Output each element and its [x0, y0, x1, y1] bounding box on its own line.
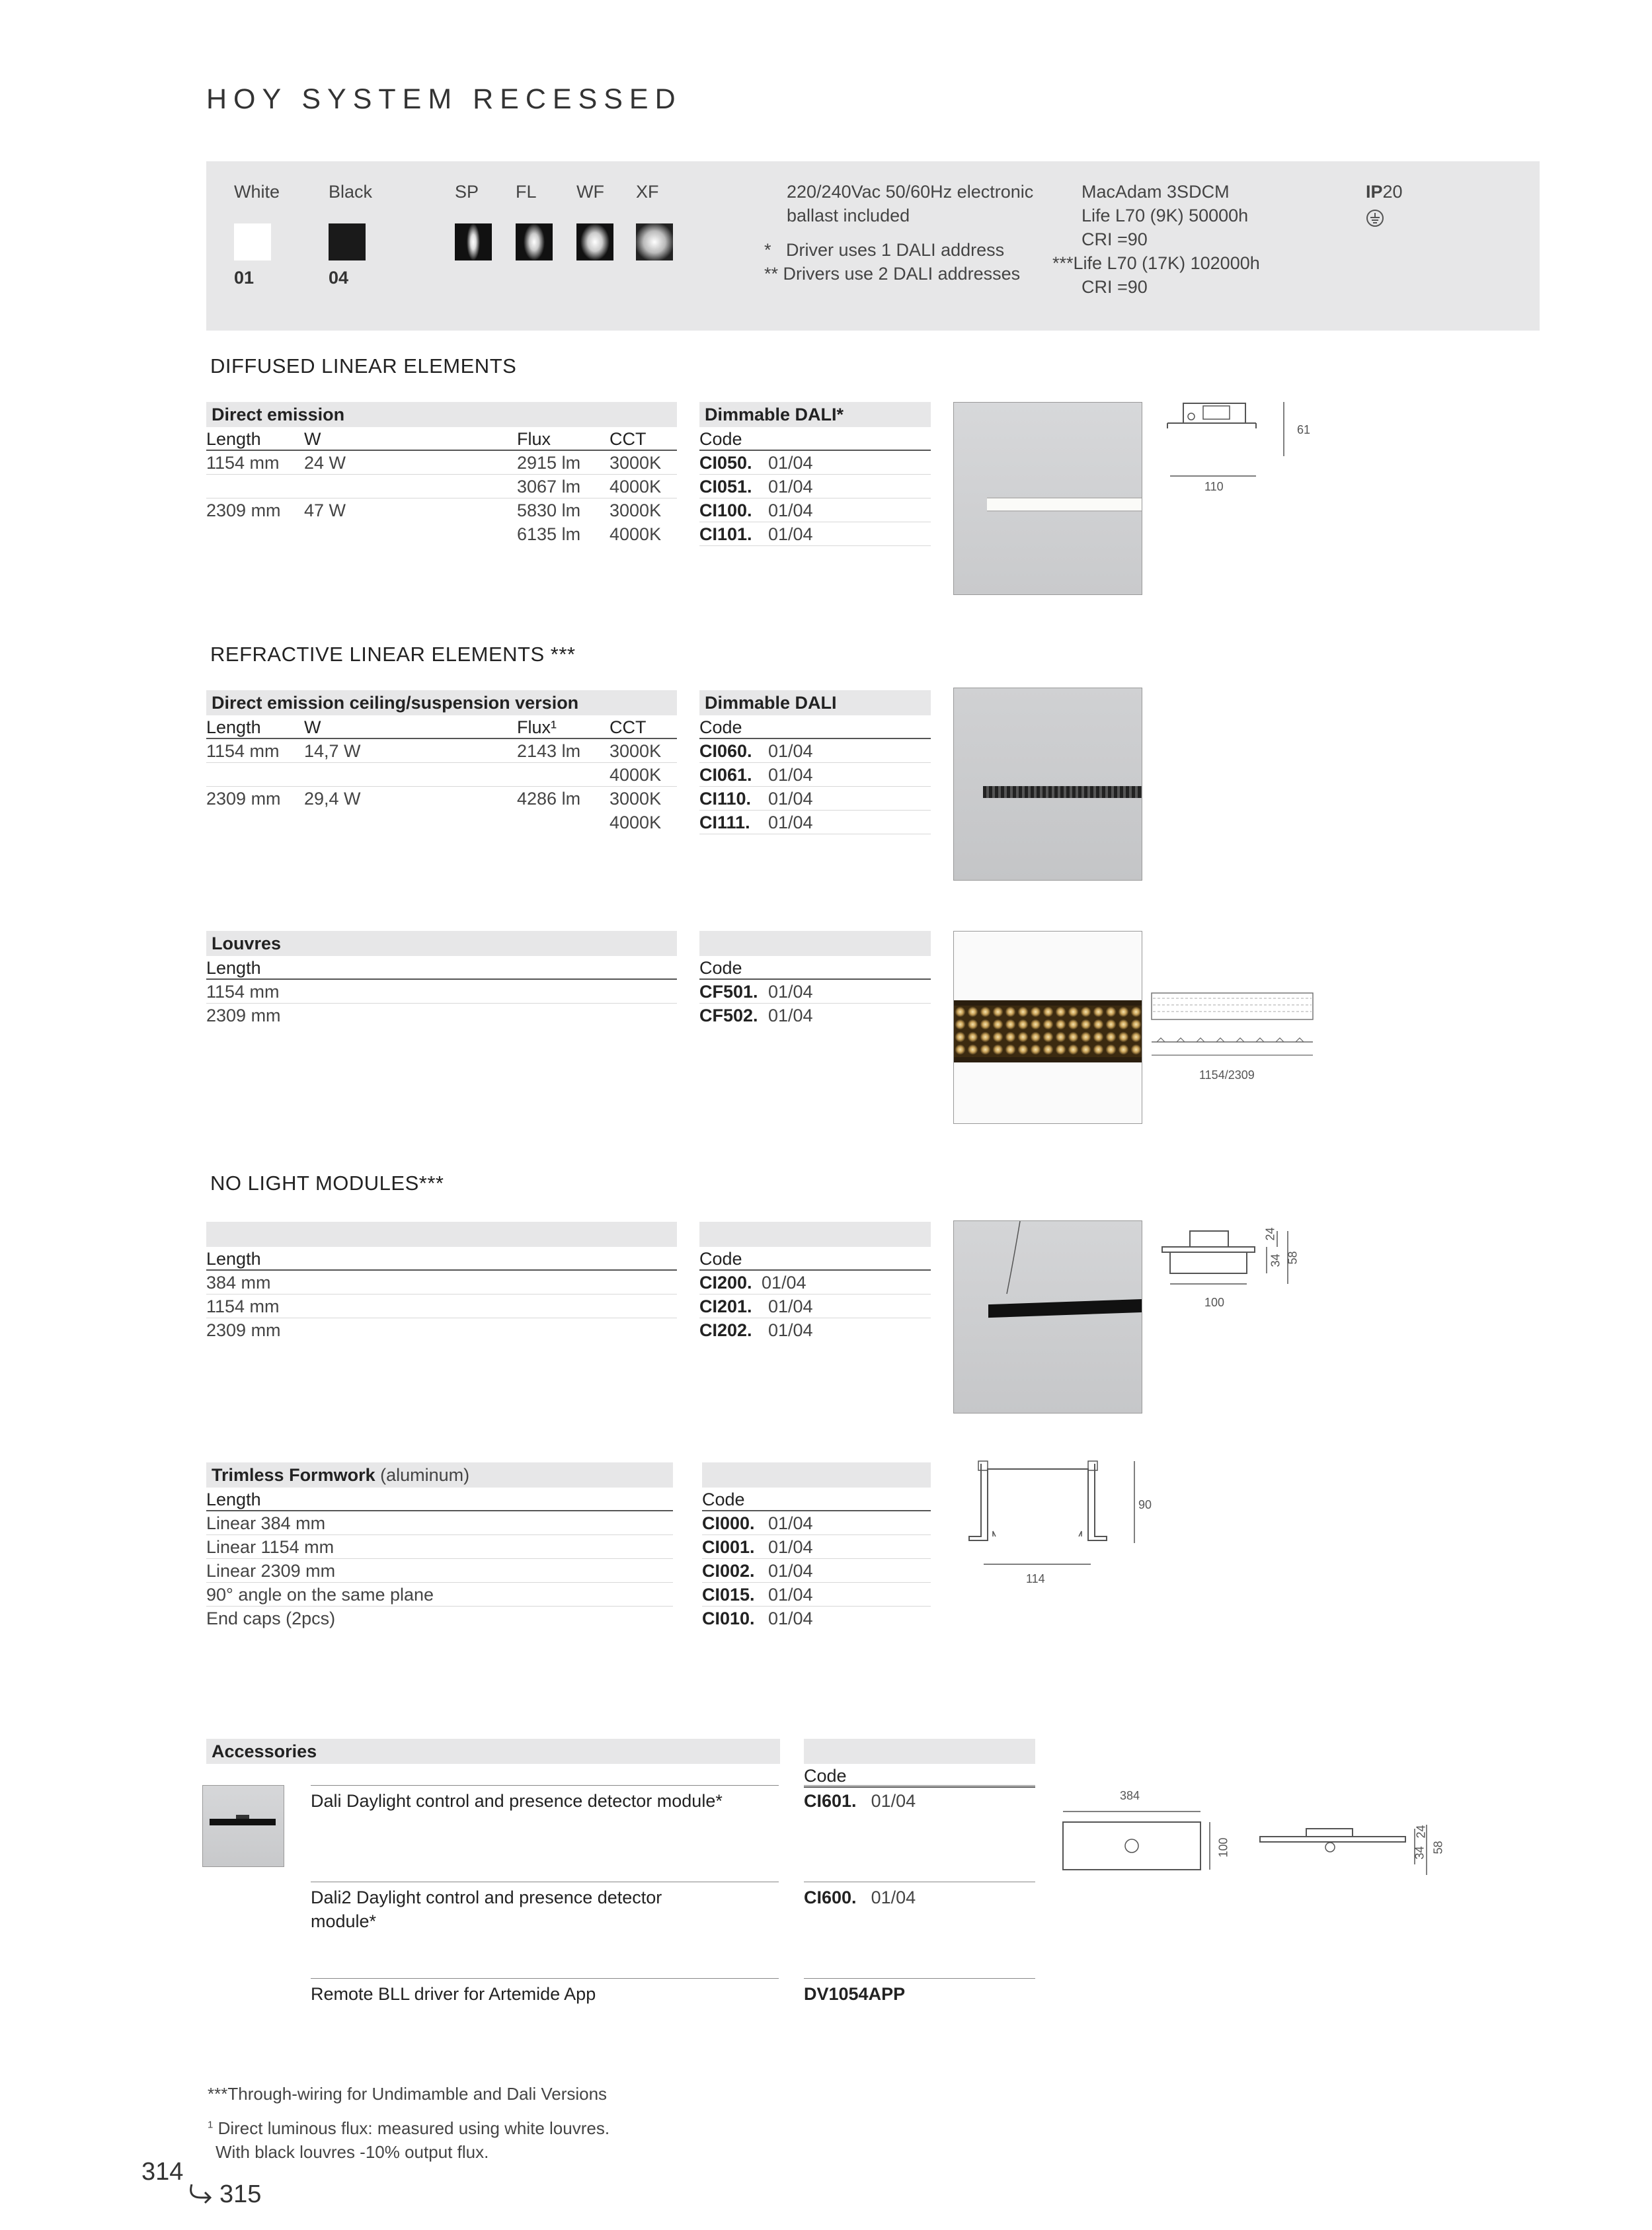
code-row: [699, 475, 931, 498]
product-code: CI601.: [804, 1791, 857, 1811]
table-row: [206, 763, 677, 787]
diffused-title: DIFFUSED LINEAR ELEMENTS: [210, 354, 517, 378]
code-row: [702, 1583, 931, 1607]
nolight-code-header: [699, 1247, 931, 1271]
code-row: [702, 1559, 931, 1583]
cell-flux: 2143 lm: [517, 741, 581, 761]
accessory-divider: [311, 1785, 779, 1786]
formwork-col-header: [206, 1488, 673, 1511]
finish-code: 01/04: [768, 1609, 813, 1628]
accessory-drawings: [1058, 1812, 1454, 1884]
table-row: [206, 1294, 677, 1318]
accessory-dim-length: 384: [1120, 1789, 1140, 1802]
finish-code: 01/04: [871, 1791, 916, 1811]
finish-code: 01/04: [768, 1585, 813, 1605]
suspension-wire: [954, 1221, 1142, 1414]
product-code: CI201.: [699, 1296, 752, 1316]
code-row: [699, 522, 931, 546]
table-row: [206, 522, 677, 546]
accessory-dim-c: 58: [1431, 1841, 1445, 1854]
refractive-right-header: Dimmable DALI: [699, 690, 931, 715]
cell-length: 2309 mm: [206, 1006, 281, 1025]
ip-rating: [1366, 180, 1403, 204]
code-row: [699, 787, 931, 811]
page-number: 314: [141, 2158, 184, 2186]
cell-length: 2309 mm: [206, 789, 281, 809]
col-length: Length: [206, 1249, 261, 1269]
electrical-line1: 220/240Vac 50/60Hz electronic: [787, 182, 1034, 202]
code-row: [699, 1004, 931, 1027]
table-row: [206, 811, 677, 834]
diffused-dim-height: 61: [1297, 423, 1311, 436]
code-row: [699, 1294, 931, 1318]
lifetime-line1: MacAdam 3SDCM: [1082, 182, 1230, 202]
footnote-black-louvres: With black louvres -10% output flux.: [216, 2142, 489, 2162]
cell-length: 1154 mm: [206, 453, 280, 473]
refractive-product-photo: [953, 688, 1142, 881]
col-code: Code: [699, 1249, 742, 1269]
formwork-dim-height: 90: [1138, 1498, 1152, 1511]
product-code: CI202.: [699, 1320, 752, 1340]
table-row: [206, 1559, 673, 1583]
table-row: [206, 1318, 677, 1342]
col-cct: CCT: [610, 717, 647, 737]
cell-length: Linear 2309 mm: [206, 1561, 336, 1581]
cell-length: 90° angle on the same plane: [206, 1585, 434, 1605]
diffused-dim-width: 110: [1204, 480, 1224, 493]
finish-code: 01/04: [762, 1273, 806, 1293]
col-length: Length: [206, 958, 261, 978]
product-code: CI100.: [699, 500, 752, 520]
table-row: [206, 1535, 673, 1559]
product-code: CI110.: [699, 789, 752, 809]
table-row: [206, 1004, 677, 1027]
louvres-dim-length: 1154/2309: [1199, 1068, 1255, 1082]
electrical-line2: ballast included: [787, 206, 910, 225]
code-row: [699, 1271, 931, 1294]
cell-length: Linear 1154 mm: [206, 1537, 334, 1557]
footnote-flux-text: Direct luminous flux: measured using white louvres.: [217, 2118, 610, 2138]
accessory-body: [210, 1819, 276, 1825]
cell-cct: 4000K: [610, 813, 662, 832]
product-code: CI111.: [699, 813, 750, 832]
louvres-col-header: [206, 956, 677, 980]
lifetime-line2: Life L70 (9K) 50000h: [1082, 206, 1249, 225]
ip-value: 20: [1382, 182, 1403, 202]
cell-flux: 4286 lm: [517, 789, 581, 809]
table-row: [206, 1583, 673, 1607]
nolight-product-photo: [953, 1220, 1142, 1414]
nolight-dim-b: 34: [1269, 1254, 1282, 1267]
lifetime-line5: CRI =90: [1082, 277, 1148, 297]
cell-w: 29,4 W: [304, 789, 361, 809]
nolight-dim-a: 24: [1263, 1227, 1277, 1241]
col-w: W: [304, 717, 321, 737]
col-cct: CCT: [610, 429, 647, 449]
col-length: Length: [206, 1490, 261, 1509]
formwork-dim-width: 114: [1026, 1572, 1045, 1585]
finish-code: 01/04: [768, 477, 813, 497]
accessory-1-name: Dali Daylight control and presence detector module*: [311, 1791, 723, 1811]
optic-xf-icon: [636, 223, 673, 260]
col-flux: Flux¹: [517, 717, 557, 737]
finish-code: 01/04: [768, 741, 813, 761]
accessories-right-header: [804, 1739, 1035, 1764]
optic-wf-label: WF: [576, 182, 604, 202]
cell-flux: 2915 lm: [517, 453, 581, 473]
product-code: CI051.: [699, 477, 752, 497]
louvre-cells: [954, 1006, 1142, 1057]
refractive-light-strip: [983, 786, 1142, 798]
code-row: [702, 1607, 931, 1630]
nolight-dim-width: 100: [1204, 1296, 1225, 1309]
accessory-dim-b: 34: [1413, 1846, 1427, 1860]
accessory-3-code: DV1054APP: [804, 1984, 906, 2004]
nolight-col-header: [206, 1247, 677, 1271]
diffused-product-photo: [953, 402, 1142, 595]
footnote-through-wiring: ***Through-wiring for Undimamble and Dali Versions: [208, 2084, 608, 2104]
cell-w: 14,7 W: [304, 741, 361, 761]
louvres-right-header: [699, 931, 931, 956]
table-row: [206, 1271, 677, 1294]
accessory-dim-a: 24: [1414, 1825, 1428, 1839]
finish-code: 01/04: [768, 765, 813, 785]
finish-code: 01/04: [768, 789, 813, 809]
product-code: CI000.: [702, 1513, 755, 1533]
lifetime-line3: CRI =90: [1082, 229, 1148, 249]
accessory-dim-width: 100: [1216, 1837, 1230, 1858]
diffused-profile-drawing: [1163, 397, 1309, 496]
cell-length: 384 mm: [206, 1273, 271, 1293]
table-row: [206, 739, 677, 763]
table-row: [206, 498, 677, 522]
accessory-3-name: Remote BLL driver for Artemide App: [311, 1984, 596, 2004]
refractive-code-header: [699, 715, 931, 739]
ground-icon: [1366, 209, 1384, 227]
page-title: HOY SYSTEM RECESSED: [206, 83, 682, 115]
finish-code: 01/04: [768, 1006, 813, 1025]
footnote-flux: [208, 2118, 610, 2139]
product-code: CI050.: [699, 453, 752, 473]
next-page-link[interactable]: 315: [219, 2180, 262, 2208]
cell-length: End caps (2pcs): [206, 1609, 336, 1628]
table-row: [206, 475, 677, 498]
footnote-flux-sup: 1: [208, 2119, 214, 2131]
nolight-right-header: [699, 1222, 931, 1247]
code-row: [699, 980, 931, 1004]
accessory-2-code-cell: [804, 1886, 916, 1909]
refractive-title: REFRACTIVE LINEAR ELEMENTS ***: [210, 643, 576, 666]
finish-code: 01/04: [768, 1296, 813, 1316]
electrical-note2: ** Drivers use 2 DALI addresses: [764, 264, 1021, 284]
arrow-next-icon[interactable]: [188, 2182, 214, 2204]
formwork-profile-drawing: [949, 1458, 1148, 1577]
col-code: Code: [804, 1766, 847, 1786]
code-row: [702, 1511, 931, 1535]
code-row: [699, 739, 931, 763]
refractive-col-header: [206, 715, 677, 739]
finish-black-label: Black: [329, 182, 373, 202]
diffused-col-header: [206, 427, 677, 451]
formwork-right-header: [702, 1462, 931, 1488]
col-w: W: [304, 429, 321, 449]
product-code: CI600.: [804, 1888, 857, 1907]
optic-xf-label: XF: [636, 182, 659, 202]
table-row: [206, 1511, 673, 1535]
louvres-code-header: [699, 956, 931, 980]
product-code: CF502.: [699, 1006, 758, 1025]
optic-fl-icon: [516, 223, 553, 260]
cell-length: 2309 mm: [206, 500, 281, 520]
refractive-left-header: Direct emission ceiling/suspension version: [206, 690, 677, 715]
diffused-right-header: Dimmable DALI*: [699, 402, 931, 427]
formwork-header-bold: Trimless Formwork: [212, 1465, 375, 1485]
cell-cct: 4000K: [610, 765, 662, 785]
product-code: CI015.: [702, 1585, 755, 1605]
louvres-product-photo: [953, 931, 1142, 1124]
col-code: Code: [699, 429, 742, 449]
cell-cct: 3000K: [610, 741, 662, 761]
col-code: Code: [699, 717, 742, 737]
cell-length: 1154 mm: [206, 982, 280, 1002]
product-code: CI001.: [702, 1537, 755, 1557]
finish-black-code: 04: [329, 268, 349, 288]
accessories-header: Accessories: [206, 1739, 780, 1764]
accessory-sensor: [236, 1815, 249, 1819]
code-row: [699, 451, 931, 475]
accessory-1-code-cell: [804, 1789, 916, 1813]
diffused-left-header: Direct emission: [206, 402, 677, 427]
white-swatch: [234, 223, 271, 260]
product-code: CI002.: [702, 1561, 755, 1581]
electrical-note1: * Driver uses 1 DALI address: [764, 240, 1005, 260]
finish-white-code: 01: [234, 268, 255, 288]
accessory-code-divider: [804, 1785, 1035, 1786]
optic-fl-label: FL: [516, 182, 537, 202]
finish-code: 01/04: [768, 500, 813, 520]
accessory-2-name: Dali2 Daylight control and presence detector: [311, 1888, 662, 1907]
col-length: Length: [206, 429, 261, 449]
louvre-body: [954, 1000, 1142, 1062]
optic-wf-icon: [576, 223, 613, 260]
table-row: [206, 451, 677, 475]
product-code: CI101.: [699, 524, 752, 544]
finish-code: 01/04: [768, 1513, 813, 1533]
product-code: CI061.: [699, 765, 752, 785]
table-row: [206, 1607, 673, 1630]
finish-code: 01/04: [768, 524, 813, 544]
code-row: [699, 1318, 931, 1342]
nolight-title: NO LIGHT MODULES***: [210, 1172, 444, 1195]
finish-code: 01/04: [768, 1561, 813, 1581]
accessory-2-name-cont: module*: [311, 1911, 377, 1931]
finish-code: 01/04: [768, 1320, 813, 1340]
black-swatch: [329, 223, 366, 260]
formwork-code-header: [702, 1488, 931, 1511]
cell-cct: 3000K: [610, 789, 662, 809]
table-row: [206, 980, 677, 1004]
accessories-code-header: [804, 1764, 1035, 1788]
cell-length: 1154 mm: [206, 741, 280, 761]
finish-code: 01/04: [768, 982, 813, 1002]
diffused-light-strip: [987, 497, 1142, 512]
cell-length: 1154 mm: [206, 1296, 280, 1316]
col-length: Length: [206, 717, 261, 737]
product-code: CI010.: [702, 1609, 755, 1628]
cell-flux: 5830 lm: [517, 500, 581, 520]
accessory-code-divider: [804, 1978, 1035, 1979]
louvres-drawing: [1150, 992, 1316, 1064]
diffused-code-header: [699, 427, 931, 451]
cell-cct: 3000K: [610, 500, 662, 520]
finish-white-label: White: [234, 182, 280, 202]
louvres-header: Louvres: [206, 931, 677, 956]
finish-code: 01/04: [768, 453, 813, 473]
product-code: CI060.: [699, 741, 752, 761]
cell-cct: 4000K: [610, 524, 662, 544]
code-row: [702, 1535, 931, 1559]
finish-code: 01/04: [768, 1537, 813, 1557]
formwork-header: [206, 1462, 673, 1488]
col-flux: Flux: [517, 429, 551, 449]
cell-w: 47 W: [304, 500, 346, 520]
col-code: Code: [699, 958, 742, 978]
code-row: [699, 811, 931, 834]
table-row: [206, 787, 677, 811]
cell-cct: 3000K: [610, 453, 662, 473]
col-code: Code: [702, 1490, 745, 1509]
nolight-header: [206, 1222, 677, 1247]
cell-length: 2309 mm: [206, 1320, 281, 1340]
cell-flux: 6135 lm: [517, 524, 581, 544]
cell-length: Linear 384 mm: [206, 1513, 326, 1533]
accessory-product-photo: [202, 1785, 284, 1867]
optic-sp-icon: [455, 223, 492, 260]
optic-sp-label: SP: [455, 182, 479, 202]
finish-code: 01/04: [768, 813, 813, 832]
cell-flux: 3067 lm: [517, 477, 581, 497]
code-row: [699, 498, 931, 522]
accessory-divider: [311, 1978, 779, 1979]
code-row: [699, 763, 931, 787]
cell-cct: 4000K: [610, 477, 662, 497]
lifetime-line4: ***Life L70 (17K) 102000h: [1052, 253, 1260, 273]
formwork-header-normal: (aluminum): [375, 1465, 470, 1485]
nolight-profile-drawing: [1161, 1224, 1306, 1291]
product-code: CF501.: [699, 982, 758, 1002]
nolight-dim-c: 58: [1286, 1251, 1300, 1265]
product-code: CI200.: [699, 1273, 752, 1293]
cell-w: 24 W: [304, 453, 346, 473]
finish-code: 01/04: [871, 1888, 916, 1907]
ip-prefix: IP: [1366, 182, 1383, 202]
